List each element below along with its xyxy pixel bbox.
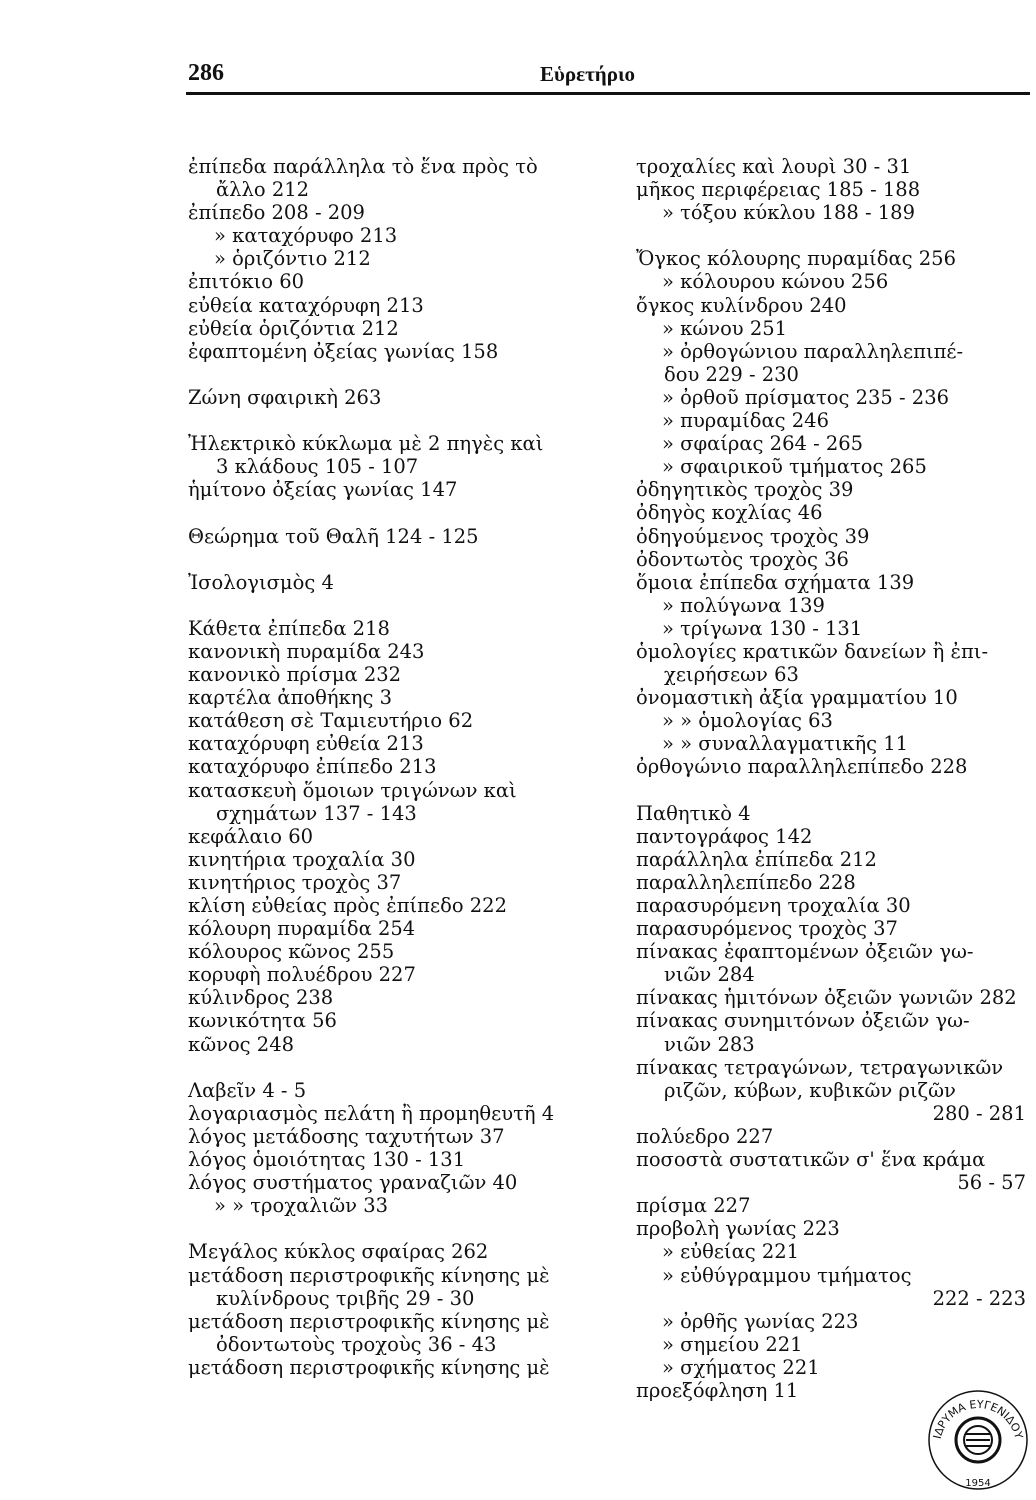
right-column-entry: ὀδηγητικὸς τροχὸς 39	[636, 478, 854, 502]
left-column-entry: ἐπιτόκιο 60	[188, 270, 305, 294]
right-column-entry: παντογράφος 142	[636, 824, 813, 848]
right-column-entry: δου 229 - 230	[664, 362, 799, 386]
left-column-entry: Μεγάλος κύκλος σφαίρας 262	[188, 1240, 489, 1264]
left-column-entry: Ἰσολογισμὸς 4	[188, 570, 334, 594]
right-column-entry: ὀνομαστικὴ ἀξία γραμματίου 10	[636, 686, 958, 710]
right-column-entry: μῆκος περιφέρειας 185 - 188	[636, 178, 921, 202]
right-column-entry: πρίσμα 227	[636, 1194, 751, 1218]
right-column-entry: παραλληλεπίπεδο 228	[636, 870, 856, 894]
right-column-entry: » κόλουρου κώνου 256	[662, 270, 889, 294]
left-column-entry: εὐθεία καταχόρυφη 213	[188, 293, 424, 317]
right-column-entry: νιῶν 284	[664, 963, 755, 987]
right-column-entry: » τρίγωνα 130 - 131	[662, 616, 863, 640]
right-column-entry: ὀδηγούμενος τροχὸς 39	[636, 524, 870, 548]
left-column-entry: 3 κλάδους 105 - 107	[216, 455, 419, 479]
right-column-entry: » » συναλλαγματικῆς 11	[662, 732, 909, 756]
left-column-entry: κῶνος 248	[188, 1032, 295, 1056]
right-column-entry: παρασυρόμενος τροχὸς 37	[636, 917, 898, 941]
left-column-entry: κατασκευὴ ὅμοιων τριγώνων καὶ	[188, 778, 517, 802]
right-column-entry: » εὐθύγραμμου τμήματος	[662, 1263, 912, 1287]
right-column-entry: ὀδοντωτὸς τροχὸς 36	[636, 547, 849, 571]
left-column-spacer	[188, 409, 572, 432]
right-column-entry: » κώνου 251	[662, 316, 788, 340]
right-column-entry: » σχήματος 221	[662, 1355, 820, 1379]
left-column-entry: καρτέλα ἀποθήκης 3	[188, 686, 392, 710]
page-number: 286	[188, 60, 224, 86]
right-column-entry: πίνακας τετραγώνων, τετραγωνικῶν	[636, 1055, 1004, 1079]
left-column-entry: κωνικότητα 56	[188, 1009, 337, 1033]
left-column-entry: Λαβεῖν 4 - 5	[188, 1078, 307, 1102]
left-column-entry: κλίση εὐθείας πρὸς ἐπίπεδο 222	[188, 894, 507, 917]
left-column-entry: λόγος συστήματος γραναζιῶν 40	[188, 1171, 518, 1195]
left-column-entry: Ἠλεκτρικὸ κύκλωμα μὲ 2 πηγὲς καὶ	[188, 432, 544, 456]
left-column-entry: » ὁριζόντιο 212	[214, 247, 371, 271]
left-column-spacer	[188, 548, 572, 571]
right-column-entry: » σημείου 221	[662, 1332, 803, 1356]
right-column-entry: » εὐθείας 221	[662, 1240, 800, 1264]
left-column-entry: κορυφὴ πολυέδρου 227	[188, 963, 416, 987]
left-column-entry: ἡμίτονο ὀξείας γωνίας 147	[188, 478, 458, 502]
left-column-entry: κατάθεση σὲ Ταμιευτήριο 62	[188, 709, 474, 733]
right-column-entry: πολύεδρο 227	[636, 1124, 774, 1148]
left-column-entry: κυλίνδρους τριβῆς 29 - 30	[216, 1286, 475, 1310]
left-column-entry: Ζώνη σφαιρικὴ 263	[188, 385, 382, 409]
right-column-entry: » σφαίρας 264 - 265	[662, 432, 864, 456]
right-column-spacer	[636, 779, 1026, 802]
right-column-entry: » ὀρθῆς γωνίας 223	[662, 1309, 859, 1333]
left-column-entry: κανονικὸ πρίσμα 232	[188, 663, 402, 687]
right-column-entry: » ὀρθογώνιου παραλληλεπιπέ-	[662, 339, 964, 363]
seal-year: 1954	[965, 1478, 991, 1489]
right-column-entry: ὁμολογίες κρατικῶν δανείων ἢ ἐπι-	[636, 639, 989, 663]
left-column-spacer	[188, 363, 572, 386]
foundation-seal	[926, 1388, 1030, 1492]
running-header: Εὑρετήριο	[540, 62, 635, 86]
left-column-entry: Θεώρημα τοῦ Θαλῆ 124 - 125	[188, 524, 479, 548]
left-column-entry: κινητήρια τροχαλία 30	[188, 847, 416, 871]
right-column-entry: προεξόφληση 11	[636, 1378, 799, 1402]
left-column-entry: ἐπίπεδα παράλληλα τὸ ἕνα πρὸς τὸ	[188, 155, 538, 178]
right-column-entry: » σφαιρικοῦ τμήματος 265	[662, 455, 927, 479]
right-column-entry: » » ὁμολογίας 63	[662, 709, 833, 733]
right-column-entry: παρασυρόμενη τροχαλία 30	[636, 894, 911, 917]
left-column-entry: μετάδοση περιστροφικῆς κίνησης μὲ	[188, 1263, 550, 1287]
seal-text: ΙΔΡΥΜΑ ΕΥΓΕΝΙΔΟΥ	[930, 1397, 1026, 1441]
left-column-entry: κύλινδρος 238	[188, 986, 334, 1010]
right-column-entry: Ὄγκος κόλουρης πυραμίδας 256	[636, 247, 956, 271]
left-column-entry: ἐπίπεδο 208 - 209	[188, 201, 365, 225]
left-column-entry: » καταχόρυφο 213	[214, 224, 398, 248]
left-column-entry: ὀδοντωτοὺς τροχοὺς 36 - 43	[216, 1332, 497, 1356]
left-column-entry: καταχόρυφη εὐθεία 213	[188, 732, 424, 756]
left-column-entry: λόγος ὁμοιότητας 130 - 131	[188, 1148, 466, 1172]
right-column-entry: νιῶν 283	[664, 1032, 755, 1056]
right-column-entry: ὀρθογώνιο παραλληλεπίπεδο 228	[636, 755, 968, 779]
right-column-entry: παράλληλα ἐπίπεδα 212	[636, 847, 877, 871]
right-column-entry: χειρήσεων 63	[664, 663, 799, 687]
right-column-entry: » πυραμίδας 246	[662, 409, 829, 433]
left-column-entry: ἄλλο 212	[216, 178, 310, 202]
right-column-entry: 222 - 223	[932, 1286, 1026, 1310]
left-column-entry: κινητήριος τροχὸς 37	[188, 870, 402, 894]
right-column-spacer	[636, 224, 1026, 247]
right-column-entry: ὀδηγὸς κοχλίας 46	[636, 501, 823, 525]
right-column-entry: 56 - 57	[957, 1171, 1026, 1195]
left-column-entry: Κάθετα ἐπίπεδα 218	[188, 616, 390, 640]
right-column-entry: » πολύγωνα 139	[662, 593, 825, 617]
left-column-entry: κανονικὴ πυραμίδα 243	[188, 639, 425, 663]
seal-emblem-lines-icon	[966, 1434, 990, 1446]
right-column-entry: προβολὴ γωνίας 223	[636, 1217, 840, 1241]
left-column-entry: λόγος μετάδοσης ταχυτήτων 37	[188, 1124, 505, 1148]
left-column-entry: μετάδοση περιστροφικῆς κίνησης μὲ	[188, 1355, 550, 1379]
right-column-entry: » ὀρθοῦ πρίσματος 235 - 236	[662, 385, 950, 409]
left-column-spacer	[188, 1217, 572, 1240]
right-column-entry: πίνακας συνημιτόνων ὀξειῶν γω-	[636, 1009, 970, 1033]
left-column-spacer	[188, 594, 572, 617]
left-column-entry: » » τροχαλιῶν 33	[214, 1194, 389, 1218]
left-column-entry: κόλουρη πυραμίδα 254	[188, 917, 416, 941]
right-column-entry: 280 - 281	[932, 1101, 1026, 1125]
right-column-entry: ὅμοια ἐπίπεδα σχήματα 139	[636, 570, 915, 594]
right-column-entry: ὄγκος κυλίνδρου 240	[636, 293, 847, 317]
left-column-entry: μετάδοση περιστροφικῆς κίνησης μὲ	[188, 1309, 550, 1333]
header-rule	[186, 92, 1030, 95]
left-column-spacer	[188, 1056, 572, 1079]
right-column-entry: ποσοστὰ συστατικῶν σ' ἕνα κράμα	[636, 1148, 986, 1172]
index-column-right	[636, 155, 1026, 1402]
left-column-entry: ἐφαπτομένη ὀξείας γωνίας 158	[188, 339, 499, 363]
left-column-spacer	[188, 501, 572, 524]
left-column-entry: καταχόρυφο ἐπίπεδο 213	[188, 755, 437, 779]
right-column-entry: πίνακας ἐφαπτομένων ὀξειῶν γω-	[636, 940, 974, 964]
left-column-entry: σχημάτων 137 - 143	[216, 801, 417, 825]
right-column-entry: » τόξου κύκλου 188 - 189	[662, 201, 915, 225]
index-column-left	[188, 155, 572, 1379]
right-column-entry: ριζῶν, κύβων, κυβικῶν ριζῶν	[664, 1078, 956, 1102]
left-column-entry: κόλουρος κῶνος 255	[188, 940, 395, 964]
right-column-entry: τροχαλίες καὶ λουρὶ 30 - 31	[636, 155, 912, 178]
right-column-entry: πίνακας ἡμιτόνων ὀξειῶν γωνιῶν 282	[636, 986, 1017, 1010]
left-column-entry: κεφάλαιο 60	[188, 824, 314, 848]
left-column-entry: λογαριασμὸς πελάτη ἢ προμηθευτῆ 4	[188, 1101, 555, 1125]
right-column-entry: Παθητικὸ 4	[636, 801, 751, 825]
left-column-entry: εὐθεία ὁριζόντια 212	[188, 316, 399, 340]
